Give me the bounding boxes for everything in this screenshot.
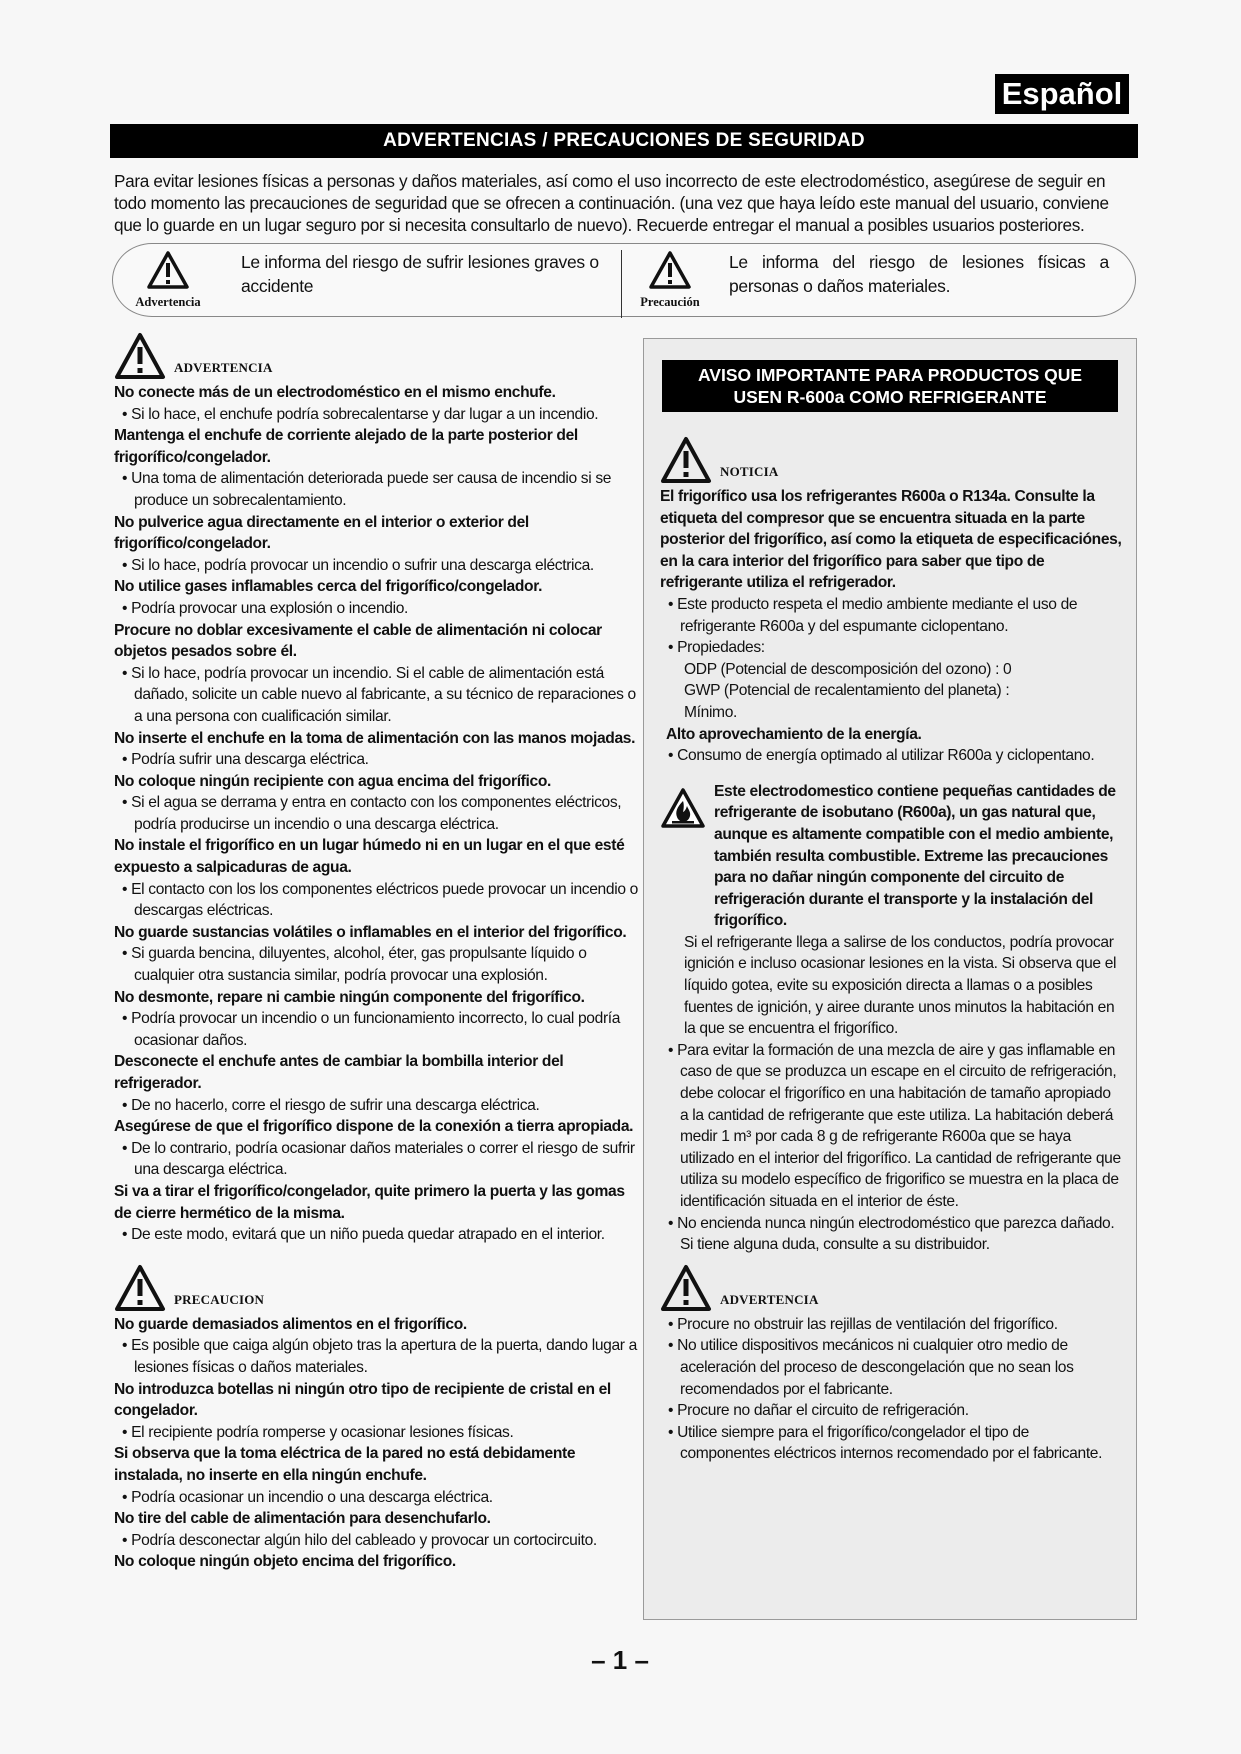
left-caution-header xyxy=(114,1256,642,1312)
caution-item-heading: No coloque ningún objeto encima del frigorífico. xyxy=(114,1553,456,1571)
warning-item-heading: Asegúrese de que el frigorífico dispone de la conexión a tierra apropiada. xyxy=(114,1118,634,1136)
page-number: – 1 – xyxy=(591,1645,649,1675)
warning-item-heading: No utilice gases inflamables cerca del frigorífico/congelador. xyxy=(114,578,543,596)
warning-item-detail: • El contacto con los los componentes eléctricos puede provocar un incendio o descargas eléctricas. xyxy=(114,879,642,922)
warning-item-detail: • Si guarda bencina, diluyentes, alcohol, éter, gas propulsante líquido o cualquier otra sustancia similar, podría provocar una explosión. xyxy=(114,943,642,986)
right-warning-bullet: • Procure no dañar el circuito de refrigeración. xyxy=(660,1400,1122,1422)
caution-item-detail: • Podría desconectar algún hilo del cableado y provocar un cortocircuito. xyxy=(114,1530,642,1552)
caution-triangle-icon xyxy=(648,250,692,290)
right-warning-header xyxy=(660,1256,1122,1312)
caution-item-detail: • Es posible que caiga algún objeto tras la apertura de la puerta, dando lugar a lesiones físicas o daños materiales. xyxy=(114,1335,642,1378)
banner-line-1: AVISO IMPORTANTE PARA PRODUCTOS QUE xyxy=(697,365,1083,385)
isobutane-warning xyxy=(660,781,1122,932)
notice-heading: NOTICIA xyxy=(720,464,779,479)
warning-item-heading: No coloque ningún recipiente con agua encima del frigorífico. xyxy=(114,772,551,790)
notice-triangle-icon xyxy=(660,436,712,484)
property-minimum: Mínimo. xyxy=(684,703,738,721)
legend-caution-caption: Precaución xyxy=(640,295,700,309)
caution-item-detail: • El recipiente podría romperse y ocasionar lesiones físicas. xyxy=(114,1422,642,1444)
warning-item-detail: • Si lo hace, el enchufe podría sobrecalentarse y dar lugar a un incendio. xyxy=(114,404,642,426)
notice-bold-text: El frigorífico usa los refrigerantes R600a o R134a. Consulte la etiqueta del compresor que se encuentra situada en la parte posterior del frigorífico, así como la etiqueta de especificaciónes, en la cara interior del frigorífico para saber que tipo de refrigerante utiliza el refrigerador. xyxy=(660,488,1122,592)
damaged-appliance-bullet: • No encienda nunca ningún electrodoméstico que parezca dañado. Si tiene alguna duda, consulte a su distribuidor. xyxy=(660,1213,1122,1256)
warning-item-heading: Si va a tirar el frigorífico/congelador, quite primero la puerta y las gomas de cierre hermético de la misma. xyxy=(114,1182,625,1222)
isobutane-bold-text: Este electrodomestico contiene pequeñas cantidades de refrigerante de isobutano (R600a), un gas natural que, aunque es altamente compatible con el medio ambiente, también resulta combustible. Extreme las precauciones para no dañar ningún componente del circuito de refrigeración durante el transporte y la instalación del frigorífico. xyxy=(714,782,1116,930)
room-size-bullet: • Para evitar la formación de una mezcla de aire y gas inflamable en caso de que se produzca un escape en el circuito de refrigeración, debe colocar el frigorífico en una habitación de tamaño apropiado a la cantidad de refrigerante que este utiliza. La habitación deberá medir 1 m³ por cada 8 g de refrigerante R600a que se haya utilizado en el interior del frigorífico. La cantidad de refrigerante que utiliza su modelo específico de frigorifico se muestra en la placa de identificación situada en el interior de éste. xyxy=(660,1040,1122,1213)
flammable-icon-box xyxy=(660,787,708,932)
warning-item-detail: • De este modo, evitará que un niño pueda quedar atrapado en el interior. xyxy=(114,1224,642,1246)
warning-item-detail: • Si lo hace, podría provocar un incendio. Si el cable de alimentación está dañado, solicite un cable nuevo al fabricante, a su técnico de reparaciones o a una persona con cualificación similar. xyxy=(114,663,642,728)
right-warning-list xyxy=(660,1314,1122,1465)
left-warning-list xyxy=(114,382,642,1246)
legend-warning-text: Le informa del riesgo de sufrir lesiones graves o accidente xyxy=(241,252,599,296)
notice-bullet-ecology: • Este producto respeta el medio ambiente mediante el uso de refrigerante R600a y del espumante ciclopentano. xyxy=(660,594,1122,637)
warning-item-detail: • De lo contrario, podría ocasionar daños materiales o correr el riesgo de sufrir una descarga eléctrica. xyxy=(114,1138,642,1181)
right-warning-heading: ADVERTENCIA xyxy=(720,1291,819,1307)
energy-bullet: • Consumo de energía optimado al utilizar R600a y ciclopentano. xyxy=(660,745,1122,767)
left-caution-heading: PRECAUCION xyxy=(174,1291,265,1307)
legend-caution xyxy=(631,250,709,310)
left-warning-heading: ADVERTENCIA xyxy=(174,360,273,375)
intro-paragraph: Para evitar lesiones físicas a personas y daños materiales, así como el uso incorrecto de este electrodoméstico, asegúrese de seguir en todo momento las precauciones de seguridad que se ofrecen a continuación. (una vez que haya leído este manual del usuario, conviene que lo guarde en un lugar seguro por si necesita consultarlo de nuevo). Recuerde entregar el manual a posibles usuarios posteriores. xyxy=(114,171,1109,235)
caution-item-heading: No introduzca botellas ni ningún otro tipo de recipiente de cristal en el congelador. xyxy=(114,1380,611,1420)
page-title: ADVERTENCIAS / PRECAUCIONES DE SEGURIDAD xyxy=(110,124,1138,158)
warning-item-detail: • Si lo hace, podría provocar un incendio o sufrir una descarga eléctrica. xyxy=(114,555,642,577)
warning-item-heading: No conecte más de un electrodoméstico en el mismo enchufe. xyxy=(114,384,556,401)
warning-item-heading: No inserte el enchufe en la toma de alimentación con las manos mojadas. xyxy=(114,729,636,747)
left-warning-header xyxy=(114,324,642,380)
isobutane-leak-text: Si el refrigerante llega a salirse de los conductos, podría provocar ignición e incluso ocasionar lesiones en la vista. Si observa que el líquido gotea, evite su exposición directa a llamas o a posibles fuentes de ignición, y airee durante unos minutos la habitación en la que se encuentra el frigorífico. xyxy=(684,933,1117,1038)
caution-item-heading: No tire del cable de alimentación para desenchufarlo. xyxy=(114,1510,491,1528)
legend-warning xyxy=(129,250,207,310)
property-odp: ODP (Potencial de descomposición del ozono) : 0 xyxy=(684,660,1012,678)
legend-caution-text: Le informa del riesgo de lesiones físicas a personas o daños materiales. xyxy=(729,252,1109,296)
warning-item-detail: • Si el agua se derrama y entra en contacto con los componentes eléctricos, podría producirse un incendio o una descarga eléctrica. xyxy=(114,792,642,835)
right-warning-bullet: • Procure no obstruir las rejillas de ventilación del frigorífico. xyxy=(660,1314,1122,1336)
right-warning-bullet: • Utilice siempre para el frigorífico/congelador el tipo de componentes eléctricos internos recomendado por el fabricante. xyxy=(660,1422,1122,1465)
right-warning-bullet: • No utilice dispositivos mecánicos ni cualquier otro medio de aceleración del proceso de descongelación que no sean los recomendados por el fabricante. xyxy=(660,1335,1122,1400)
banner-line-2: USEN R-600a COMO REFRIGERANTE xyxy=(733,387,1047,407)
notice-bullet-properties: • Propiedades: xyxy=(660,637,1122,659)
property-gwp: GWP (Potencial de recalentamiento del planeta) : xyxy=(684,682,1010,700)
r600a-banner xyxy=(662,360,1118,412)
warning-triangle-icon xyxy=(660,1264,712,1312)
energy-heading: Alto aprovechamiento de la energía. xyxy=(666,725,922,743)
caution-item-heading: Si observa que la toma eléctrica de la pared no está debidamente instalada, no inserte en ella ningún enchufe. xyxy=(114,1445,576,1484)
warning-item-heading: No guarde sustancias volátiles o inflamables en el interior del frigorífico. xyxy=(114,923,627,941)
warning-item-heading: Mantenga el enchufe de corriente alejado de la parte posterior del frigorífico/congelador. xyxy=(114,427,578,466)
warning-item-detail: • Podría sufrir una descarga eléctrica. xyxy=(114,749,642,771)
warning-item-heading: Desconecte el enchufe antes de cambiar la bombilla interior del refrigerador. xyxy=(114,1053,564,1092)
warning-triangle-icon xyxy=(114,332,166,380)
warning-triangle-icon xyxy=(146,250,190,290)
left-column xyxy=(114,324,642,1573)
legend-warning-caption: Advertencia xyxy=(135,295,201,309)
warning-item-heading: No instale el frigorífico en un lugar húmedo ni en un lugar en el que esté expuesto a salpicaduras de agua. xyxy=(114,837,625,877)
warning-item-heading: No desmonte, repare ni cambie ningún componente del frigorífico. xyxy=(114,988,585,1006)
warning-item-detail: • Una toma de alimentación deteriorada puede ser causa de incendio si se produce un sobrecalentamiento. xyxy=(114,468,642,511)
warning-item-heading: No pulverice agua directamente en el interior o exterior del frigorífico/congelador. xyxy=(114,513,529,553)
warning-item-detail: • Podría provocar un incendio o un funcionamiento incorrecto, lo cual podría ocasionar daños. xyxy=(114,1008,642,1051)
caution-item-heading: No guarde demasiados alimentos en el frigorífico. xyxy=(114,1315,467,1333)
right-column xyxy=(660,428,1122,1465)
warning-item-heading: Procure no doblar excesivamente el cable de alimentación ni colocar objetos pesados sobre él. xyxy=(114,621,602,661)
legend-divider xyxy=(621,250,622,318)
warning-item-detail: • De no hacerlo, corre el riesgo de sufrir una descarga eléctrica. xyxy=(114,1095,642,1117)
symbol-legend xyxy=(112,243,1136,317)
flammable-warning-icon xyxy=(660,787,706,829)
warning-item-detail: • Podría provocar una explosión o incendio. xyxy=(114,598,642,620)
notice-header xyxy=(660,428,1122,484)
caution-item-detail: • Podría ocasionar un incendio o una descarga eléctrica. xyxy=(114,1487,642,1509)
language-tag: Español xyxy=(995,74,1129,114)
left-caution-list xyxy=(114,1314,642,1573)
caution-triangle-icon xyxy=(114,1264,166,1312)
